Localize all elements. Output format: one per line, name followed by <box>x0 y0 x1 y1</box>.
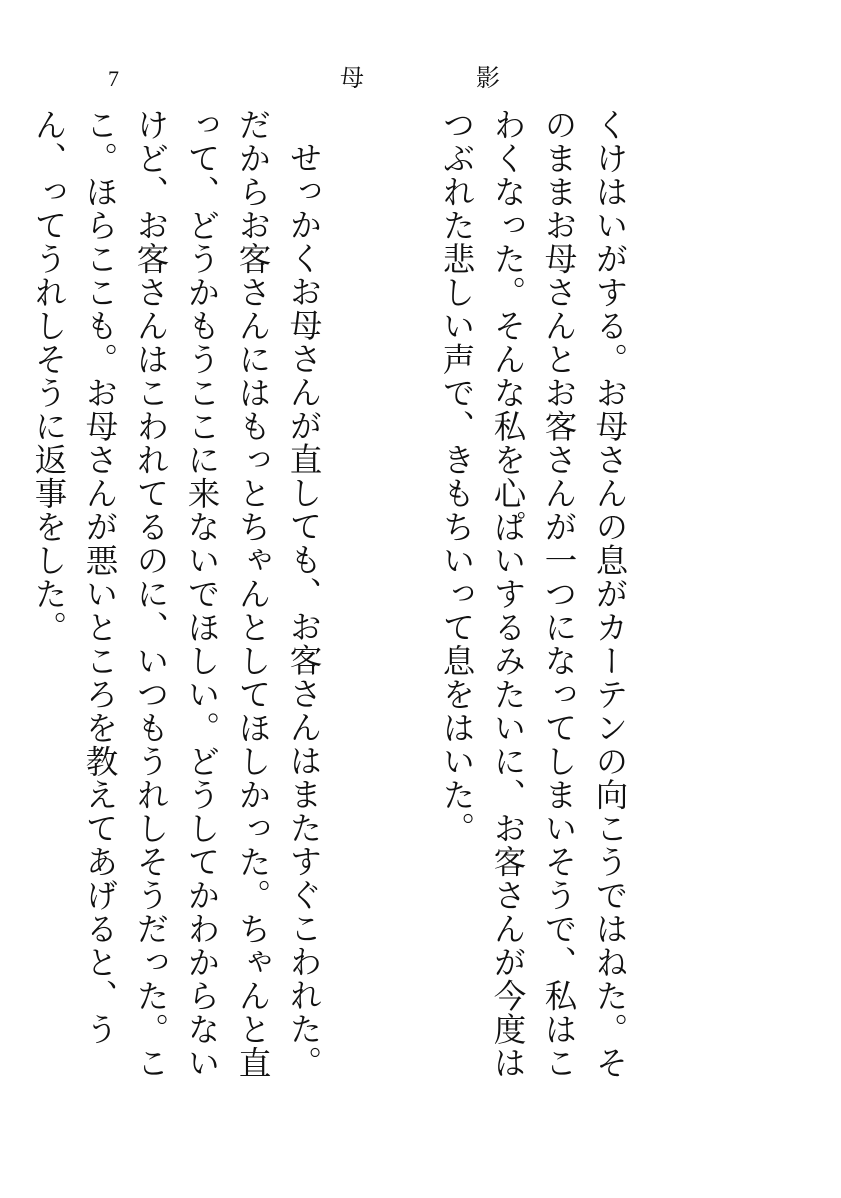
paragraph-2: せっかくお母さんが直しても、お客さんはまたすぐこわれた。だからお客さんにはもっとちゃんとしてほしかった。ちゃんと直って、どうかもうここに来ないでほしい。どうしてかわからないけど、お客さんはこわれてるのに、いつもうれしそうだった。ここ。ほらここも。お母さんが悪いところを教えてあげると、うん、ってうれしそうに返事をした。 <box>30 108 323 1080</box>
page-header <box>0 66 841 96</box>
page-number: 7 <box>108 66 119 91</box>
running-title-char-2: 影 <box>476 64 500 92</box>
paragraph-1: くけはいがする。お母さんの息がカーテンの向こうではねた。そのままお母さんとお客さんが一つになってしまいそうで、私はこわくなった。そんな私を心ぱいするみたいに、お客さんが今度はつぶれた悲しい声で、きもちいって息をはいた。 <box>438 108 629 1080</box>
running-title <box>340 64 500 92</box>
running-title-char-1: 母 <box>340 64 364 92</box>
vertical-body-text <box>30 108 737 1108</box>
